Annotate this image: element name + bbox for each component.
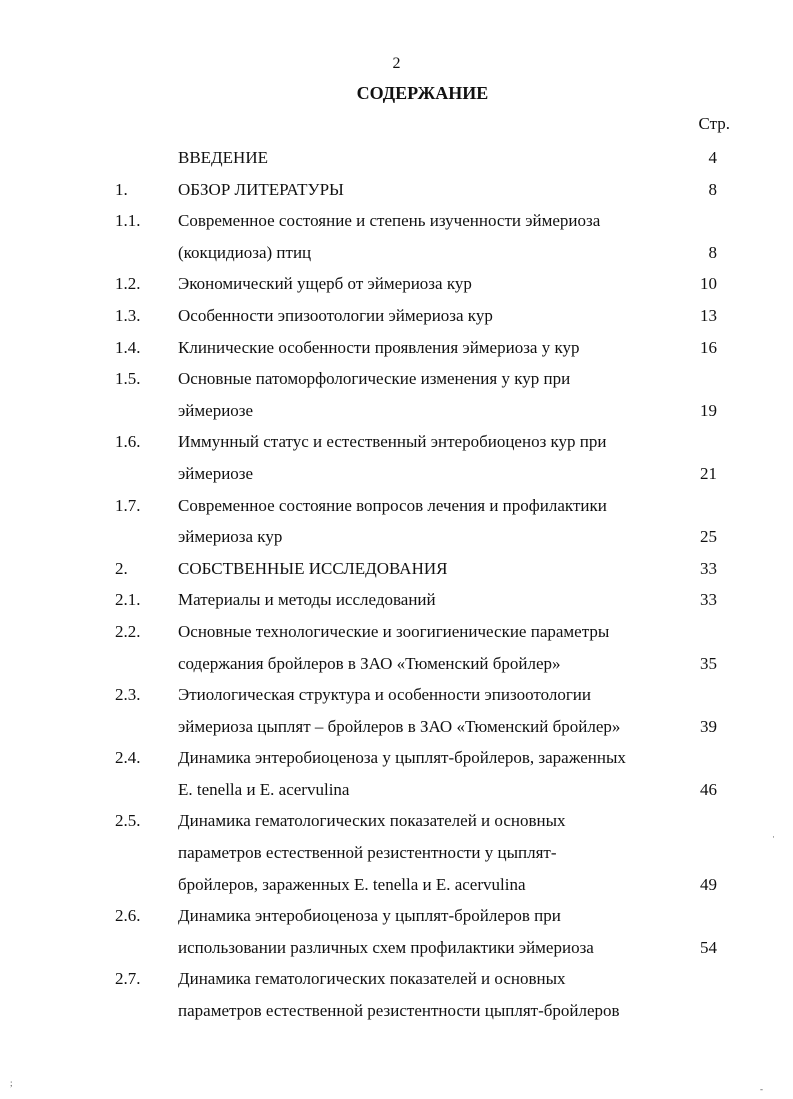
toc-row [0, 837, 793, 869]
toc-entry-page: 13 [700, 305, 717, 325]
toc-row [0, 742, 793, 774]
toc-entry-number: 1.4. [115, 337, 141, 357]
toc-entry-page: 16 [700, 337, 717, 357]
toc-entry-page: 4 [708, 148, 717, 167]
toc-entry-number: 2.1. [115, 590, 141, 610]
toc-entry-number: 2.5. [115, 811, 141, 831]
toc-entry-number: 2.3. [115, 685, 141, 705]
toc-entry-title: (кокцидиоза) птиц [178, 242, 312, 262]
toc-row [0, 648, 793, 680]
page-title: СОДЕРЖАНИЕ [356, 83, 489, 103]
toc-entry-title: Основные патоморфологические изменения у кур при [178, 369, 571, 389]
toc-entry-page: 10 [700, 274, 717, 294]
toc-entry-title: Современное состояние вопросов лечения и профилактики [178, 495, 607, 515]
toc-row [0, 300, 793, 332]
toc-row [0, 205, 793, 237]
toc-entry-page: 21 [700, 463, 717, 483]
toc-row [0, 932, 793, 964]
toc-entry-title: эймериоза кур [178, 527, 283, 547]
toc-entry-title: Экономический ущерб от эймериоза кур [178, 274, 472, 294]
toc-row [0, 268, 793, 300]
toc-entry-number: 1.3. [115, 305, 141, 325]
toc-entry-title: параметров естественной резистентности у цыплят- [178, 843, 557, 863]
toc-row [0, 616, 793, 648]
toc-entry-number: 2.6. [115, 906, 141, 926]
scan-speck: - [760, 1084, 763, 1094]
toc-entry-page: 33 [700, 558, 717, 578]
toc-entry-title: E. tenella и E. acervulina [178, 779, 350, 799]
toc-row [0, 174, 793, 206]
toc-row [0, 426, 793, 458]
toc-entry-page: 25 [700, 527, 717, 547]
toc-entry-title: Материалы и методы исследований [178, 590, 436, 610]
toc-entry-page: 19 [700, 400, 717, 420]
toc-row [0, 584, 793, 616]
scan-speck: · [772, 832, 775, 842]
toc-entry-title: содержания бройлеров в ЗАО «Тюменский бройлер» [178, 653, 561, 673]
toc-entry-title: Динамика гематологических показателей и основных [178, 811, 566, 831]
toc-entry-number: 2.4. [115, 748, 141, 768]
toc-entry-title: эймериоза цыплят – бройлеров в ЗАО «Тюменский бройлер» [178, 716, 621, 736]
toc-entry-number: 1.6. [115, 432, 141, 452]
table-of-contents [0, 142, 793, 1027]
toc-row [0, 869, 793, 901]
toc-row [0, 490, 793, 522]
toc-entry-number: 2. [115, 558, 128, 578]
toc-entry-page: 39 [700, 716, 717, 736]
toc-entry-number: 2.2. [115, 621, 141, 641]
toc-entry-title: ОБЗОР ЛИТЕРАТУРЫ [178, 179, 344, 199]
toc-row [0, 521, 793, 553]
toc-entry-number: 2.7. [115, 969, 141, 989]
toc-entry-title: Иммунный статус и естественный энтеробиоценоз кур при [178, 432, 607, 452]
scan-speck: ; [10, 1078, 13, 1088]
toc-entry-title: Особенности эпизоотологии эймериоза кур [178, 305, 493, 325]
toc-row [0, 142, 793, 174]
toc-entry-title: ВВЕДЕНИЕ [178, 148, 268, 167]
toc-entry-title: Динамика энтеробиоценоза у цыплят-бройлеров при [178, 906, 561, 926]
page-column-header: Стр. [698, 114, 730, 133]
toc-entry-number: 1.7. [115, 495, 141, 515]
toc-entry-page: 8 [708, 179, 717, 199]
toc-row [0, 900, 793, 932]
toc-row [0, 237, 793, 269]
toc-row [0, 711, 793, 743]
toc-entry-title: бройлеров, зараженных E. tenella и E. acervulina [178, 874, 526, 894]
toc-row [0, 332, 793, 364]
toc-row [0, 458, 793, 490]
toc-row [0, 774, 793, 806]
toc-entry-page: 46 [700, 779, 717, 799]
page-number: 2 [392, 55, 401, 72]
toc-entry-title: Динамика энтеробиоценоза у цыплят-бройлеров, зараженных [178, 748, 626, 768]
toc-entry-number: 1.2. [115, 274, 141, 294]
toc-entry-page: 8 [708, 242, 717, 262]
toc-entry-number: 1. [115, 179, 128, 199]
toc-entry-title: параметров естественной резистентности цыплят-бройлеров [178, 1001, 620, 1021]
toc-entry-number: 1.5. [115, 369, 141, 389]
toc-row [0, 395, 793, 427]
toc-entry-title: эймериозе [178, 400, 254, 420]
toc-row [0, 805, 793, 837]
toc-row [0, 679, 793, 711]
toc-entry-page: 35 [700, 653, 717, 673]
toc-row [0, 963, 793, 995]
toc-entry-title: Динамика гематологических показателей и основных [178, 969, 566, 989]
toc-entry-title: Клинические особенности проявления эймериоза у кур [178, 337, 580, 357]
toc-entry-number: 1.1. [115, 211, 141, 231]
toc-entry-title: Основные технологические и зоогигиенические параметры [178, 621, 610, 641]
toc-entry-title: использовании различных схем профилактики эймериоза [178, 937, 594, 957]
toc-entry-page: 54 [700, 937, 717, 957]
toc-row [0, 553, 793, 585]
toc-entry-page: 49 [700, 874, 717, 894]
toc-row [0, 995, 793, 1027]
toc-entry-title: Этиологическая структура и особенности эпизоотологии [178, 685, 591, 705]
toc-entry-title: эймериозе [178, 463, 254, 483]
toc-entry-page: 33 [700, 590, 717, 610]
toc-row [0, 363, 793, 395]
toc-entry-title: СОБСТВЕННЫЕ ИССЛЕДОВАНИЯ [178, 558, 448, 578]
toc-entry-title: Современное состояние и степень изученности эймериоза [178, 211, 601, 231]
